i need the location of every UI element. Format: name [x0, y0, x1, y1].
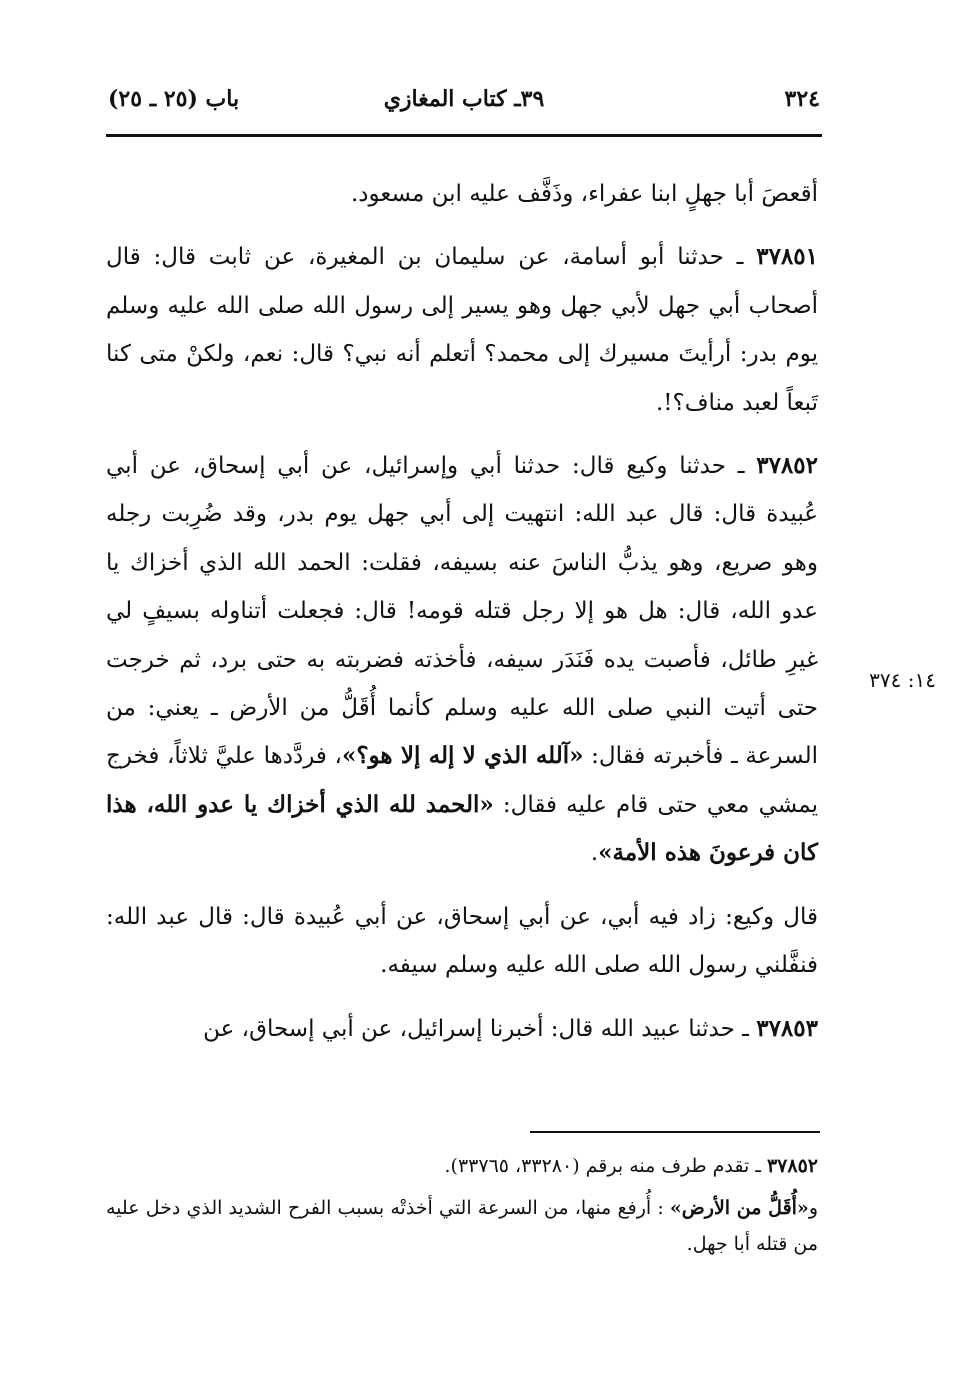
page-header: [108, 84, 820, 124]
header-rule: [106, 134, 822, 137]
hadith-text: ـ حدثنا عبيد الله قال: أخبرنا إسرائيل، عن أبي إسحاق، عن: [203, 1015, 749, 1042]
hadith-number: ٣٧٨٥١: [756, 243, 818, 271]
footnote-prefix: و: [808, 1197, 818, 1219]
hadith-text: ـ حدثنا وكيع قال: حدثنا أبي وإسرائيل، عن أبي إسحاق، عن أبي عُبيدة قال: قال عبد الله: انتهيت إلى أبي جهل يوم بدر، وقد ضُرِبت رجله وهو صريع، وهو يذبُّ الناسَ عنه بسيفه، فقلت: الحمد الله الذي أخزاك يا عدو الله، قال: هل هو إلا رجل قتله قومه! قال: فجعلت أتناوله بسيفٍ لي غيرِ طائل، فأصبت يده فَنَدَر سيفه، فأخذته فضربته به حتى برد، ثم خرجت حتى أتيت النبي صلى الله عليه وسلم كأنما أُقَلُّ من الأرض ـ يعني: من السرعة ـ فأخبرته فقال:: [106, 453, 819, 770]
hadith-text: ـ حدثنا أبو أسامة، عن سليمان بن المغيرة، عن ثابت قال: قال أصحاب أبي جهل لأبي جهل وهو يسير إلى رسول الله صلى الله عليه وسلم يوم بدر: أرأيتَ مسيرك إلى محمد؟ أتعلم أنه نبي؟ قال: نعم، ولكنْ متى كنا تَبعاً لعبد مناف؟!.: [106, 244, 818, 416]
footnote-term: «أُقَلُّ من الأرض»: [669, 1197, 809, 1219]
paragraph-hadith-37851: [106, 233, 818, 427]
paragraph-waki-addition: قال وكيع: زاد فيه أبي، عن أبي إسحاق، عن أبي عُبيدة قال: قال عبد الله: فنفَّلني رسول الله صلى الله عليه وسلم سيفه.: [106, 903, 818, 979]
hadith-number: ٣٧٨٥٣: [756, 1014, 818, 1042]
margin-reference: ١٤: ٣٧٤: [869, 668, 936, 692]
footnote-1: [106, 1148, 818, 1184]
paragraph-hadith-37853: [106, 1005, 818, 1053]
main-text: [106, 170, 818, 1068]
book-title: ٣٩ـ كتاب المغازي: [383, 86, 545, 112]
footnote-text: ـ تقدم طرف منه برقم (٣٣٢٨٠، ٣٣٧٦٥).: [444, 1155, 761, 1177]
paragraph-hadith-37852: [106, 442, 818, 878]
paragraph-1: أقعصَ أبا جهلٍ ابنا عفراء، وذَفَّف عليه ابن مسعود.: [350, 181, 818, 207]
prophet-quote-2: «الحمد لله الذي أخزاك يا عدو الله، هذا كان فرعونَ هذه الأمة»: [106, 790, 818, 867]
page-number: ٣٢٤: [784, 86, 820, 112]
hadith-text-end: .: [590, 840, 599, 867]
footnote-text: : أُرفع منها، من السرعة التي أخذتْه بسبب الفرح الشديد الذي دخل عليه من قتله أبا جهل.: [106, 1197, 818, 1255]
footnote-rule: [530, 1131, 820, 1133]
hadith-text-middle: ، فردَّدها عليَّ ثلاثاً، فخرج يمشي معي حتى قام عليه فقال:: [106, 743, 818, 818]
footnote-2: [106, 1190, 818, 1262]
footnote-number: ٣٧٨٥٢: [766, 1155, 818, 1177]
footnotes: [106, 1148, 818, 1268]
hadith-number: ٣٧٨٥٢: [756, 452, 818, 480]
prophet-quote-1: «آلله الذي لا إله إلا هو؟»: [341, 742, 584, 770]
chapter-label: باب (٢٥ ـ ٢٥): [108, 86, 240, 112]
